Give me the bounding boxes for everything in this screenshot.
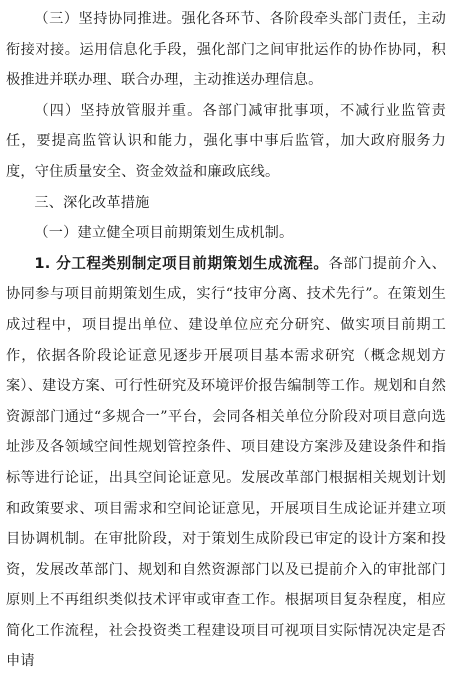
section-heading: 三、深化改革措施	[34, 194, 150, 211]
paragraph-principle-four: （四）坚持放管服并重。各部门减审批事项，不减行业监管责任，要提高监管认识和能力，强化事中事后监管，加大政府服务力度，守住质量安全、资金效益和廉政底线。	[6, 102, 446, 180]
sub-heading: （一）建立健全项目前期策划生成机制。	[34, 225, 294, 242]
paragraph-principle-three: （三）坚持协同推进。强化各环节、各阶段牵头部门责任，主动衔接对接。运用信息化手段，强化部门之间审批运作的协作协同，积极推进并联办理、联合办理，主动推送办理信息。	[6, 11, 446, 89]
measure-one-lead: 1. 分工程类别制定项目前期策划生成流程。	[34, 254, 329, 272]
paragraph-measure-one	[6, 249, 446, 677]
measure-one-body: 各部门提前介入、协同参与项目前期策划生成，实行“技审分离、技术先行”。在策划生成过程中，项目提出单位、建设单位应充分研究、做实项目前期工作，依据各阶段论证意见逐步开展项目基本需求研究（概念规划方案）、建设方案、可行性研究及环境评价报告编制等工作。规划和自然资源部门通过“多规合一”平台，会同各相关单位分阶段对项目意向选址涉及各领域空间性规划管控条件、项目建设方案涉及建设条件和指标等进行论证，出具空间论证意见。发展改革部门根据相关规划计划和政策要求、项目需求和空间论证意见，开展项目生成论证并建立项目协调机制。在审批阶段，对于策划生成阶段已审定的设计方案和投资，发展改革部门、规划和自然资源部门以及已提前介入的审批部门原则上不再组织类似技术评审或审查工作。根据项目复杂程度，相应简化工作流程，社会投资类工程建设项目可视项目实际情况决定是否申请	[6, 255, 446, 670]
